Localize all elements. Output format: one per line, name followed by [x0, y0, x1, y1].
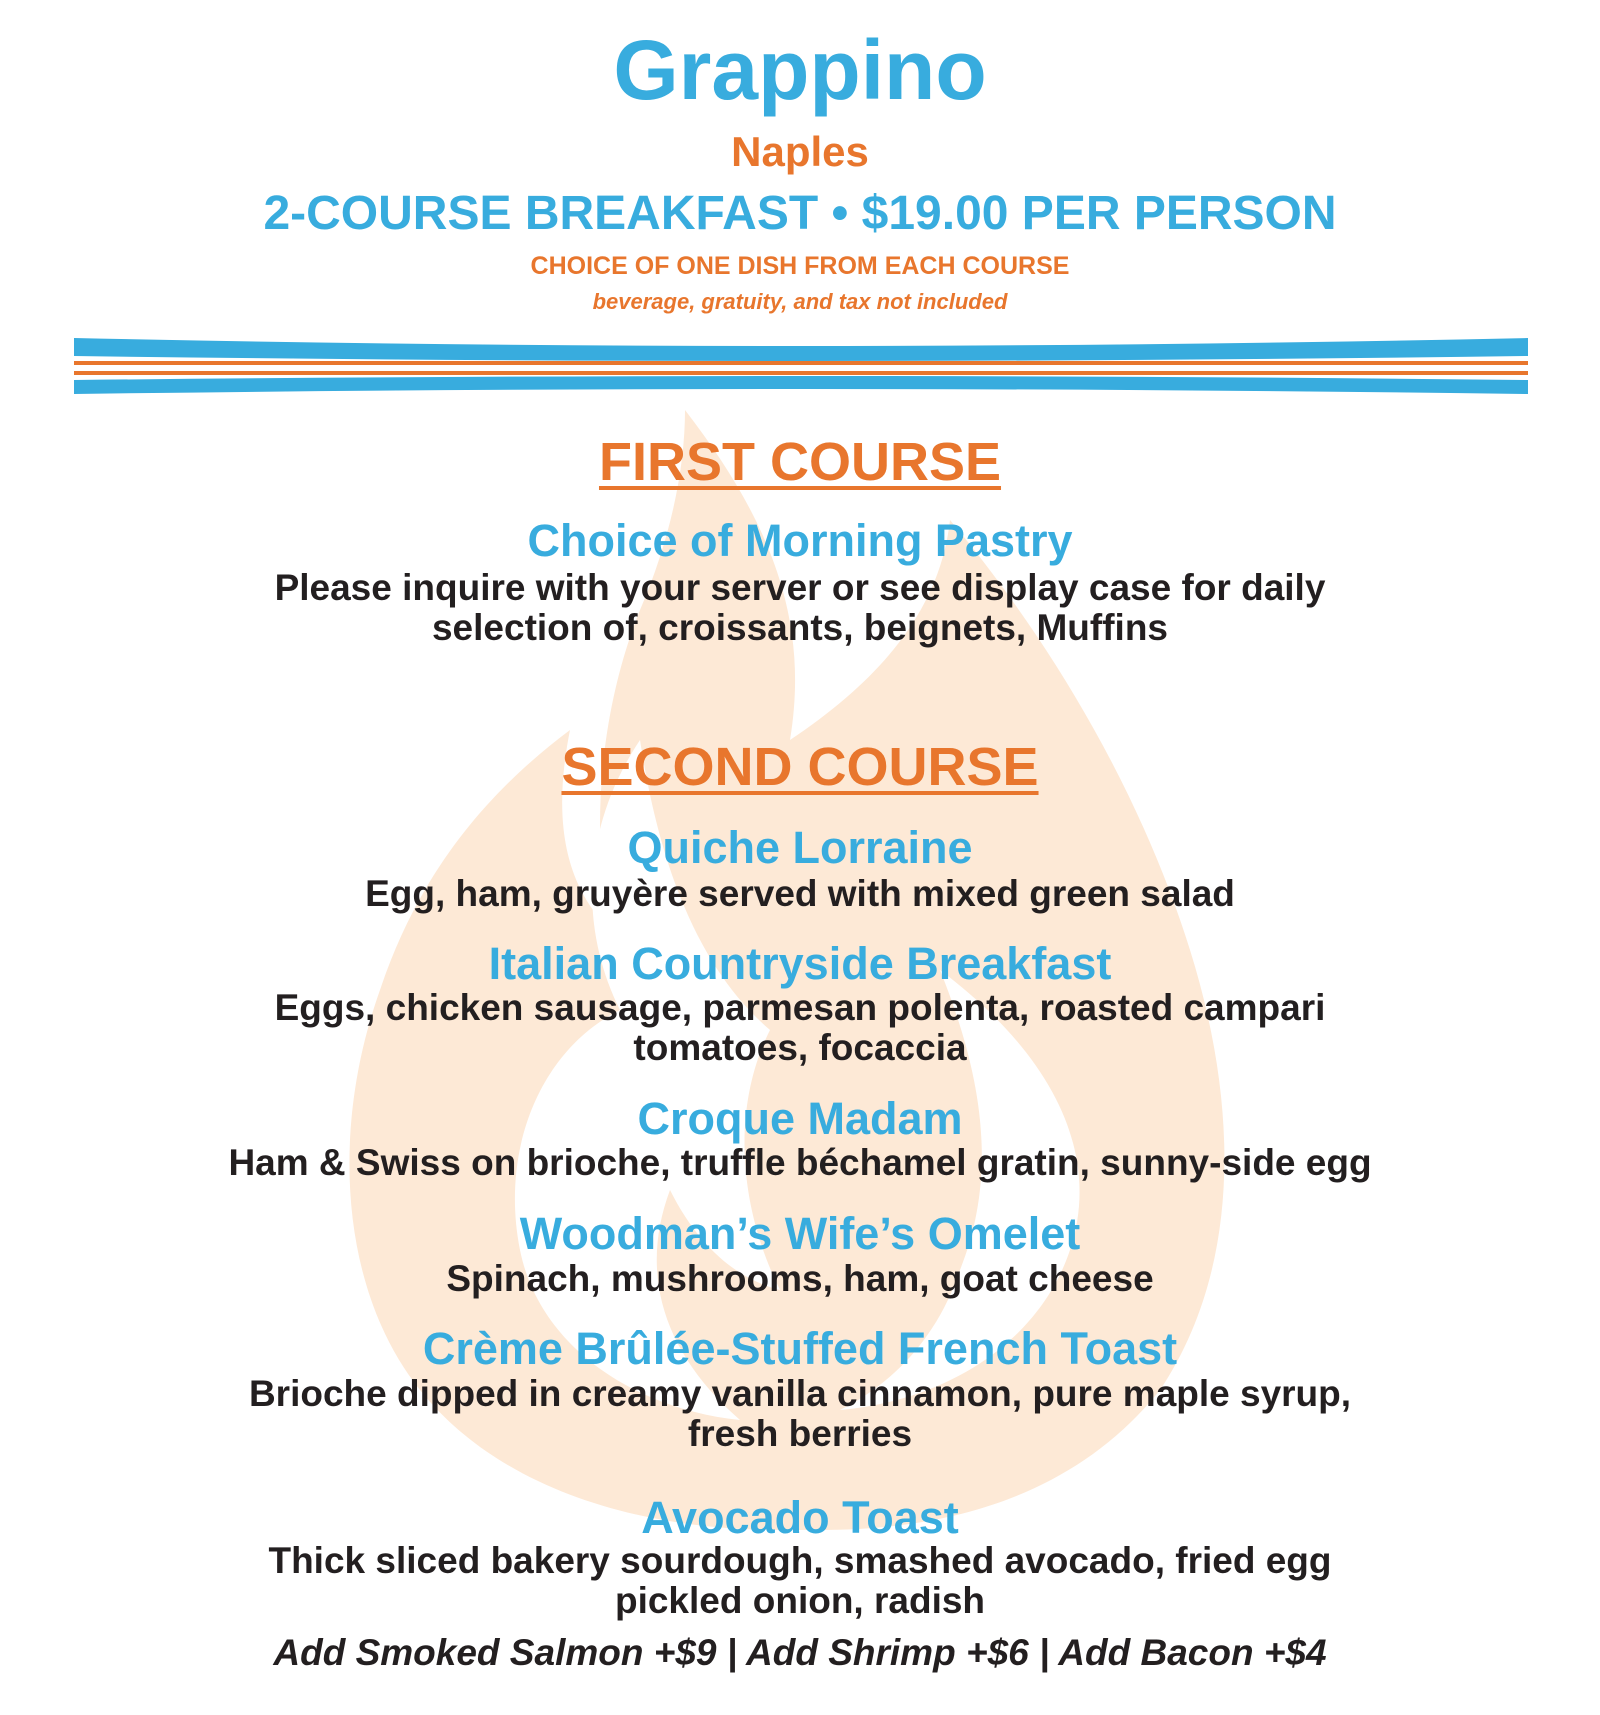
- dish-name: Avocado Toast: [641, 1492, 959, 1543]
- restaurant-name: Grappino: [613, 23, 987, 117]
- offer-headline: 2-COURSE BREAKFAST • $19.00 PER PERSON: [263, 187, 1337, 240]
- dish-name: Croque Madam: [637, 1093, 963, 1144]
- dish-description: tomatoes, focaccia: [633, 1027, 967, 1068]
- dish-name: Italian Countryside Breakfast: [488, 938, 1112, 989]
- dish-description: pickled onion, radish: [614, 1580, 986, 1621]
- dish-description: selection of, croissants, beignets, Muffins: [431, 607, 1169, 648]
- first-course-heading: FIRST COURSE: [598, 432, 1002, 492]
- dish-name: Choice of Morning Pastry: [527, 515, 1073, 566]
- dish-description: Eggs, chicken sausage, parmesan polenta, roasted campari: [274, 987, 1326, 1028]
- dish-description: Egg, ham, gruyère served with mixed green salad: [365, 873, 1235, 914]
- addons-line: Add Smoked Salmon +$9 | Add Shrimp +$6 | Add Bacon +$4: [273, 1632, 1327, 1673]
- choice-note: CHOICE OF ONE DISH FROM EACH COURSE: [530, 252, 1070, 280]
- dish-name: Woodman’s Wife’s Omelet: [519, 1208, 1081, 1259]
- second-course-heading: SECOND COURSE: [561, 737, 1039, 797]
- header-divider: [74, 332, 1528, 398]
- dish-description: fresh berries: [687, 1413, 913, 1454]
- exclusions-note: beverage, gratuity, and tax not included: [592, 289, 1008, 314]
- dish-name: Crème Brûlée-Stuffed French Toast: [422, 1323, 1178, 1374]
- dish-description: Brioche dipped in creamy vanilla cinnamon, pure maple syrup,: [248, 1373, 1352, 1414]
- dish-description: Ham & Swiss on brioche, truffle béchamel gratin, sunny-side egg: [228, 1142, 1372, 1183]
- dish-description: Spinach, mushrooms, ham, goat cheese: [446, 1258, 1154, 1299]
- location-name: Naples: [731, 128, 869, 175]
- dish-description: Thick sliced bakery sourdough, smashed avocado, fried egg: [268, 1540, 1332, 1581]
- dish-description: Please inquire with your server or see display case for daily: [274, 567, 1326, 608]
- dish-name: Quiche Lorraine: [627, 822, 973, 873]
